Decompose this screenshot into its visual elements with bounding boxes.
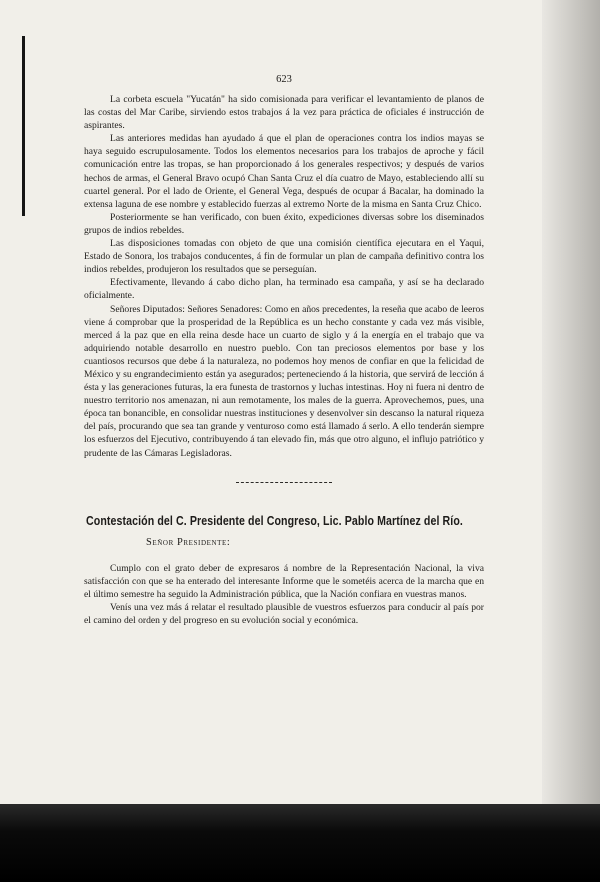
paragraph: La corbeta escuela "Yucatán" ha sido comisionada para verificar el levantamiento de planos de las costas del Mar Caribe, sirviendo estos trabajos á la vez para práctica de oficiales é instrucción de aspirantes.	[84, 94, 484, 132]
scan-edge-shadow	[542, 0, 600, 882]
paragraph: Señores Diputados: Señores Senadores: Como en años precedentes, la reseña que acabo de leeros viene á comprobar que la prosperidad de la República es un hecho constante y cada vez más visible, merced á la paz que en ella reina desde hace un cuarto de siglo y á la energía en el trabajo que va adquiriendo notable desarrollo en nuestro pueblo. Con tan preciosos elementos por base y los cuantiosos recursos que debe á la naturaleza, no podemos hoy menos de confiar en que la felicidad de México y su engrandecimiento están ya asegurados; perteneciendo á la historia, que servirá de lección á ésta y las generaciones futuras, la era funesta de trastornos y luchas intestinas. Hoy ni fuera ni dentro de nuestro territorio nos amenazan, ni aun remotamente, los males de la guerra. Aprovechemos, pues, una época tan bonancible, en consolidar nuestras instituciones y desenvolver sin descanso la natural riqueza del país, procurando que sea tan grande y venturoso como está llamado á serlo. A ello tenderán siempre los esfuerzos del Ejecutivo, contribuyendo á tan elevado fin, más que otro alguno, el influjo patriótico y prudente de las Cámaras Legisladoras.	[84, 303, 484, 459]
body-text-bottom	[84, 562, 484, 627]
paragraph: Cumplo con el grato deber de expresaros á nombre de la Representación Nacional, la viva satisfacción con que se ha enterado del interesante Informe que le sometéis acerca de la marcha que en el último semestre ha seguido la Administración pública, que la Nación confiara en vuestras manos.	[84, 562, 484, 600]
body-text-top	[84, 93, 484, 460]
paragraph: Las disposiciones tomadas con objeto de que una comisión científica ejecutara en el Yaqui, Estado de Sonora, los trabajos conducentes, á fin de formular un plan de campaña definitivo contra los indios rebeldes, produjeron los resultados que se perseguían.	[84, 238, 484, 276]
document-page	[84, 74, 484, 627]
page-number: 623	[276, 74, 292, 85]
section-divider	[236, 482, 332, 485]
binding-edge	[22, 36, 25, 216]
paragraph: Efectivamente, llevando á cabo dicho plan, ha terminado esa campaña, y así se ha declarado oficialmente.	[84, 277, 484, 302]
section-heading: Contestación del C. Presidente del Congreso, Lic. Pablo Martínez del Río.	[86, 513, 463, 529]
scan-bottom-shadow	[0, 804, 600, 882]
paragraph: Las anteriores medidas han ayudado á que el plan de operaciones contra los indios mayas se haya seguido escrupulosamente. Todos los elementos necesarios para los trabajos de aproche y fácil comunicación entre las tropas, se han proporcionado á los generales respectivos; y después de varios hechos de armas, el General Bravo ocupó Chan Santa Cruz el día cuatro de Mayo, estableciendo allí su cuartel general. Por el lado de Oriente, el General Vega, después de ocupar á Bacalar, ha dominado la extensa laguna de ese nombre y establecido fuerzas al extremo Norte de la misma en Santa Cruz Chico.	[84, 133, 484, 210]
paragraph: Posteriormente se han verificado, con buen éxito, expediciones diversas sobre los diseminados grupos de indios rebeldes.	[84, 211, 484, 236]
salutation: Señor Presidente:	[146, 536, 231, 548]
paragraph: Venís una vez más á relatar el resultado plausible de vuestros esfuerzos para conducir al país por el camino del orden y del progreso en su evolución social y económica.	[84, 601, 484, 626]
